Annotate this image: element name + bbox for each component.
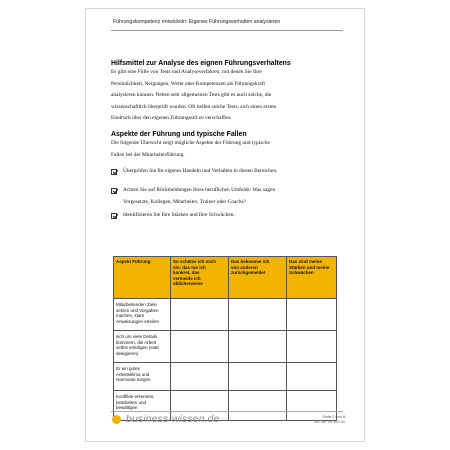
header-line: üblicherweise [173,281,203,287]
cell-line: machen, klare [116,313,145,319]
footer-logo [112,413,219,425]
cell-line: kümmern, die Arbeit [116,339,157,345]
reflection-table [113,256,337,421]
checkbox-checked-icon [111,169,117,175]
table-cell-self[interactable] [171,299,229,331]
checklist-line: Identifizieren Sie Ihre Stärken und Ihre Schwächen. [123,212,235,218]
cell-line: Anweisungen erteilen [116,318,160,324]
section-title-aspects: Aspekte der Führung und typische Fallen [111,131,247,138]
table-cell-feedback[interactable] [229,391,287,421]
checklist-item [111,166,341,178]
cell-line: Mitarbeitenden Ziele [116,302,157,307]
table-cell-self[interactable] [171,331,229,363]
section-paragraph-tools [111,67,333,125]
checklist-text [123,210,341,222]
checklist-text [123,185,341,208]
page-number: Seite 2 von 8 [322,414,345,419]
table-cell-aspect [114,299,171,331]
table-cell-feedback[interactable] [229,331,287,363]
header-divider [111,30,343,31]
cell-line: selbst erledigen (statt [116,345,159,351]
table-row [114,299,337,331]
header-line: ein: das tue ich [173,264,206,270]
logo-dot-icon [112,415,121,424]
table-cell-feedback[interactable] [229,299,287,331]
table-cell-aspect [114,331,171,363]
paragraph-line: wissenschaftlich überprüft wurden. Oft helfen solche Tests, sich einen ersten [111,103,277,110]
paragraph-line: Es gibt eine Fülle von Tests und Analyseverfahren, mit denen Sie Ihre [111,69,262,75]
cell-line: Harmonie sorgen [116,377,151,383]
table-cell-aspect [114,363,171,391]
checklist-line: Achten Sie auf Rückmeldungen Ihres beruflichen Umfelds: Was sagen [123,187,276,193]
checklist-text [123,166,341,178]
cell-line: bewältigen [116,405,138,411]
header-line: Stärken und meine [289,264,330,270]
section-title-tools: Hilfsmittel zur Analyse des eignen Führungsverhaltens [111,60,291,67]
table-header-cell [287,257,337,299]
header-line: vermeide ich [173,275,201,281]
table-header-cell [171,257,229,299]
table-cell-strengths[interactable] [287,363,337,391]
table-header-cell [114,257,171,299]
page-header: Führungskompetenz entwickeln: Eigenes Führungsverhalten analysieren [113,19,281,25]
paragraph-line: Fallen bei der Mitarbeiterführung. [111,151,185,158]
cell-line: Arbeitsklima und [116,371,150,377]
table-cell-strengths[interactable] [287,299,337,331]
header-line: konkret, das [173,270,200,276]
cell-line: sich um viele Details [116,334,158,339]
cell-line: Er ein gutes [116,366,141,371]
table-cell-feedback[interactable] [229,363,287,391]
cell-line: Konflikte erkennen, [116,394,155,399]
footer-meta [290,414,345,425]
header-line: Schwächen [289,270,314,276]
table-cell-self[interactable] [171,363,229,391]
logo-text: business-wissen.de [126,413,220,425]
table-row [114,331,337,363]
header-line: Aspekt Führung [116,259,151,264]
table-row [114,363,337,391]
cell-line: setzen und Vorgaben [116,307,159,313]
checklist-item [111,210,341,222]
checklist-line: Überprüfen Sie Ihr eigenes Handeln und Verhalten in diesen Bereichen. [123,168,278,174]
header-line: zurückgemeldet [231,270,266,276]
paragraph-line: analysieren können. Neben sehr allgemeinen Tests gibt es auch solche, die [111,92,272,98]
header-line: So schätze ich mich [173,259,217,264]
checkbox-checked-icon [111,188,117,194]
header-line: Das sind meine [289,259,323,264]
table-header-cell [229,257,287,299]
paragraph-line: Eindruck über den eigenen Führungsstil zu verschaffen. [111,115,232,121]
cell-line: delegieren) [116,350,139,356]
table-cell-strengths[interactable] [287,331,337,363]
paragraph-line: Die folgende Übersicht zeigt mögliche Aspekte der Führung und typische [111,140,270,146]
footer-divider [111,411,343,412]
paragraph-line: Persönlichkeit, Neigungen, Werte oder Kompetenzen als Führungskraft [111,80,265,87]
checkbox-checked-icon [111,213,117,219]
table-header-row [114,257,337,299]
article-number: Art.-Nr. 99.100.01 [314,419,345,425]
section-paragraph-aspects [111,138,333,161]
checklist-line: Vorgesetzte, Kollegen, Mitarbeiter, Trainer oder Coachs? [123,198,246,205]
header-line: von anderen [231,264,258,270]
checklist-item [111,185,341,208]
cell-line: bearbeiten und [116,399,147,405]
header-line: Das bekomme ich [231,259,270,264]
